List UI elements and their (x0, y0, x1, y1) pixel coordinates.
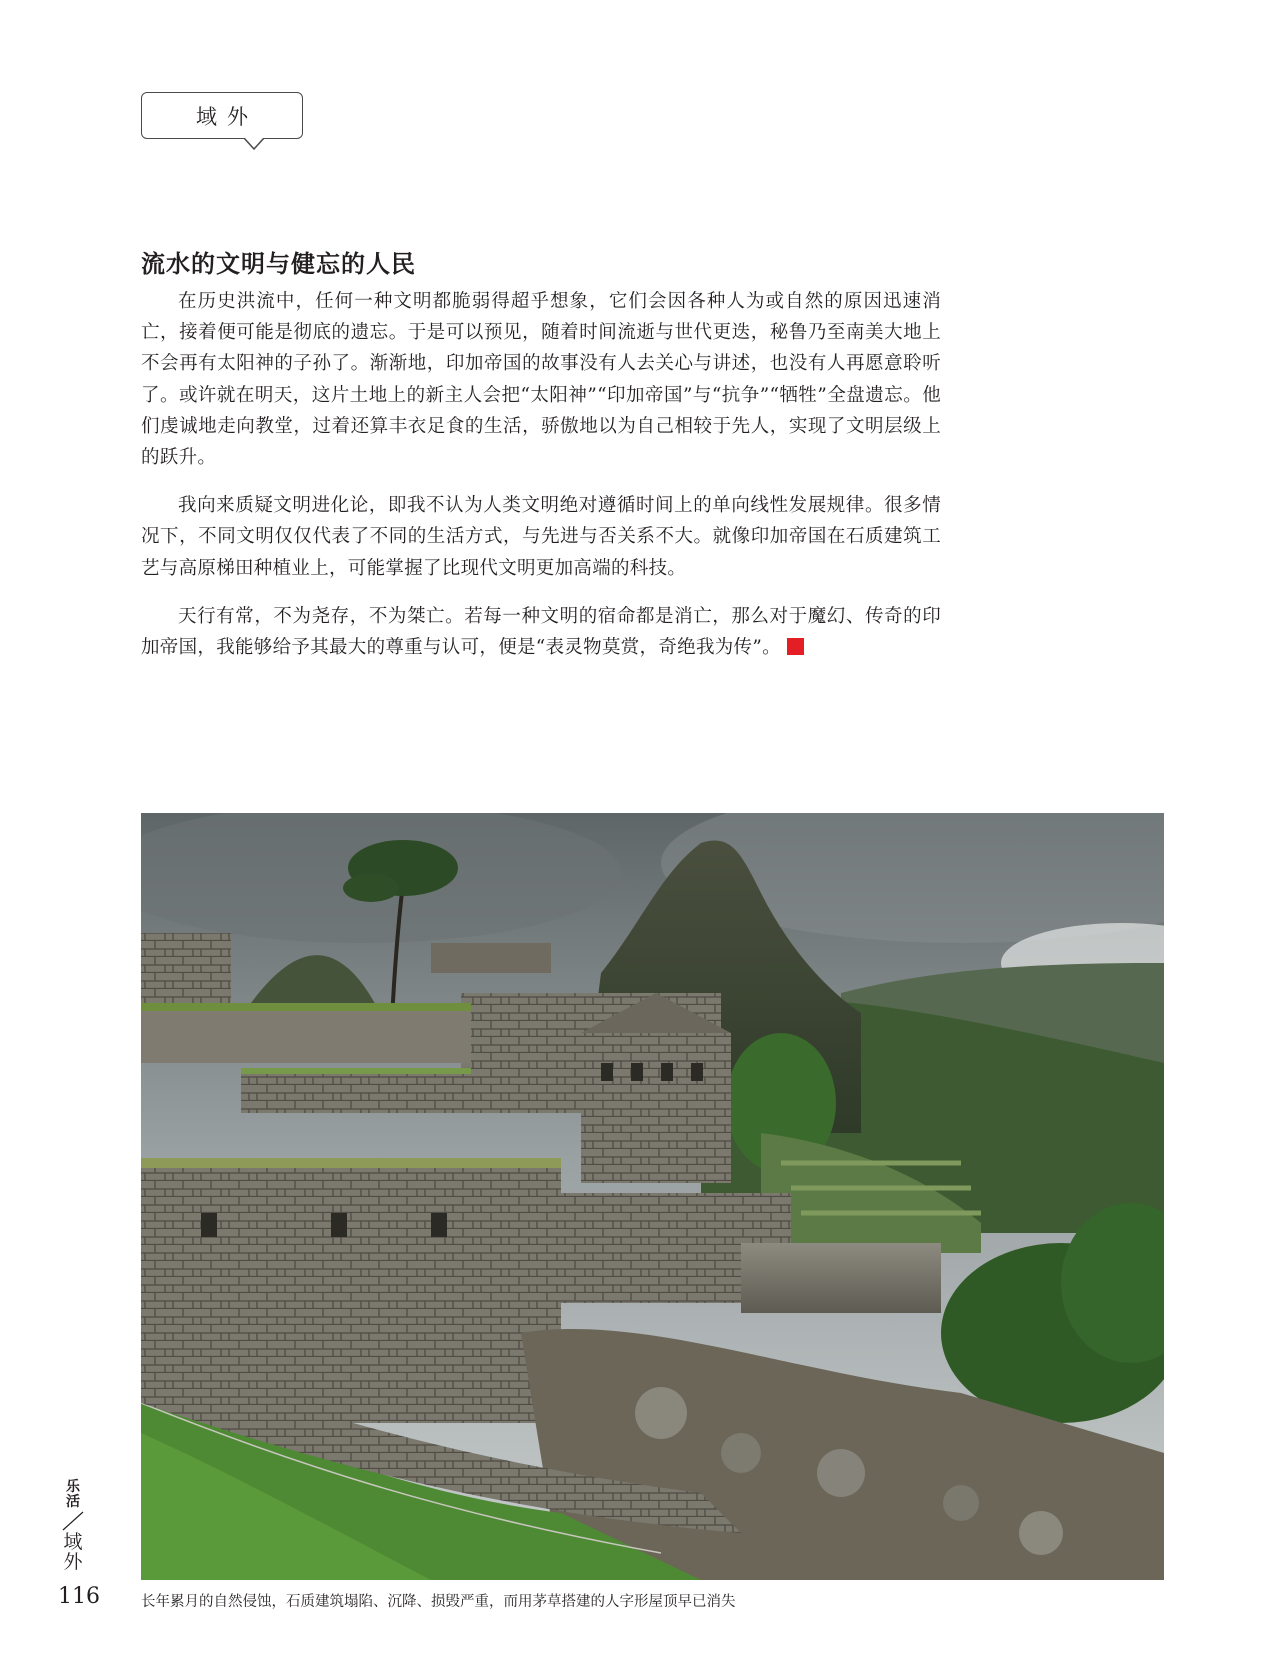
article-title: 流水的文明与健忘的人民 (141, 249, 416, 278)
paragraph-3-text: 天行有常，不为尧存，不为桀亡。若每一种文明的宿命都是消亡，那么对于魔幻、传奇的印加帝国，我能够给予其最大的尊重与认可，便是“表灵物莫赏，奇绝我为传”。 (141, 605, 941, 659)
ruins-illustration (141, 813, 1164, 1580)
paragraph-2: 我向来质疑文明进化论，即我不认为人类文明绝对遵循时间上的单向线性发展规律。很多情况下，不同文明仅仅代表了不同的生活方式，与先进与否关系不大。就像印加帝国在石质建筑工艺与高原梯田种植业上，可能掌握了比现代文明更加高端的科技。 (141, 495, 941, 579)
machu-picchu-photo (141, 813, 1164, 1580)
paragraph-1: 在历史洪流中，任何一种文明都脆弱得超乎想象，它们会因各种人为或自然的原因迅速消亡，接着便可能是彻底的遗忘。于是可以预见，随着时间流逝与世代更迭，秘鲁乃至南美大地上不会再有太阳神的子孙了。渐渐地，印加帝国的故事没有人去关心与讲述，也没有人再愿意聆听了。或许就在明天，这片土地上的新主人会把“太阳神”“印加帝国”与“抗争”“牺牲”全盘遗忘。他们虔诚地走向教堂，过着还算丰衣足食的生活，骄傲地以为自己相较于先人，实现了文明层级上的跃升。 (141, 291, 941, 469)
section-tag: 域外 (141, 92, 303, 139)
slash-divider (61, 1511, 85, 1531)
end-mark-icon (787, 638, 804, 655)
paragraph-3 (141, 601, 941, 663)
section-name: 域外 (63, 1531, 83, 1574)
photo-caption: 长年累月的自然侵蚀，石质建筑塌陷、沉降、损毁严重，而用茅草搭建的人字形屋顶早已消失 (141, 1594, 736, 1610)
running-footer (60, 1480, 86, 1573)
page-number: 116 (58, 1584, 100, 1609)
tag-pointer (244, 138, 264, 150)
article-body (141, 286, 941, 680)
magazine-brand: 乐活 (66, 1479, 80, 1510)
